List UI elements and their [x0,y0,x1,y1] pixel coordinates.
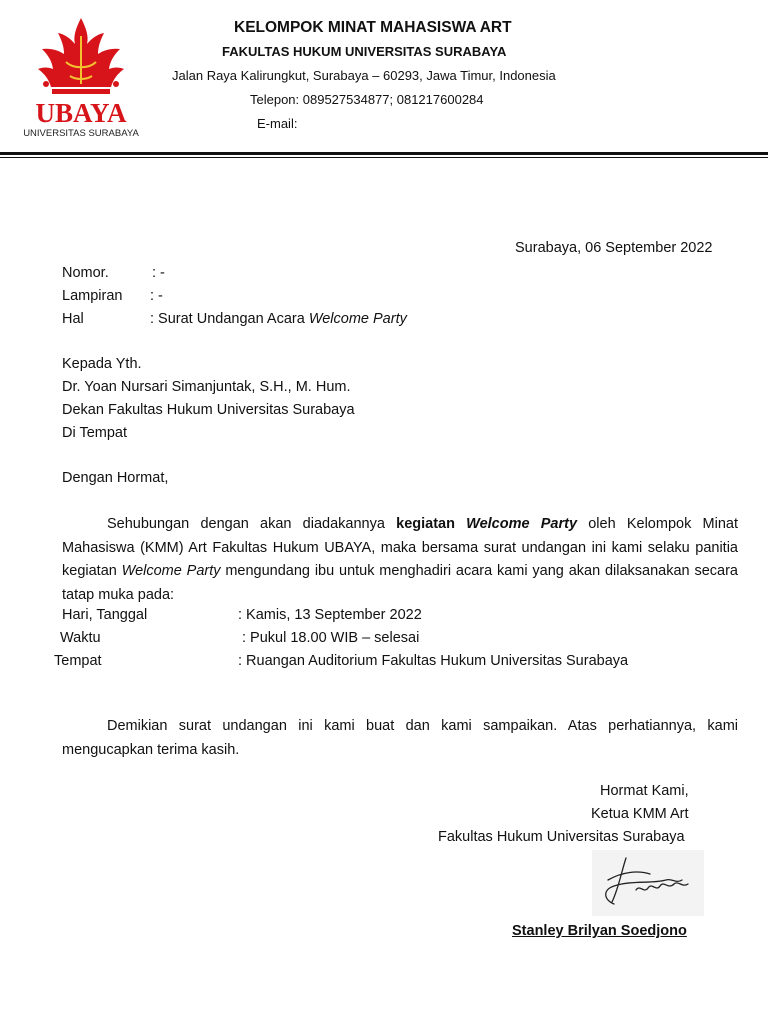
meta-value-lampiran: : - [150,288,163,304]
recipient-position: Dekan Fakultas Hukum Universitas Surabaya [62,402,355,418]
recipient-greeting: Kepada Yth. [62,356,142,372]
meta-label-nomor: Nomor. [62,265,109,281]
phone: Telepon: 089527534877; 081217600284 [250,92,484,107]
signer-name: Stanley Brilyan Soedjono [512,923,687,939]
event-value-time: : Pukul 18.00 WIB – selesai [242,630,420,646]
meta-value-nomor: : - [152,265,165,281]
ubaya-logo [18,14,144,142]
body-paragraph-1: Sehubungan dengan akan diadakannya kegiatan Welcome Party oleh Kelompok Minat Mahasiswa (KMM) Art Fakultas Hukum UBAYA, maka bersama surat undangan ini kami selaku panitia kegiatan Welcome Party mengundang ibu untuk menghadiri acara kami yang akan dilaksanakan secara tatap muka pada: [62,516,738,603]
meta-label-hal: Hal [62,311,84,327]
event-label-place: Tempat [54,653,102,669]
meta-label-lampiran: Lampiran [62,288,123,304]
address: Jalan Raya Kalirungkut, Surabaya – 60293, Jawa Timur, Indonesia [172,68,556,83]
closing-regards: Hormat Kami, [600,783,689,799]
header-rule-thin [0,157,768,158]
logo-wordmark: UBAYA [35,98,127,128]
salutation: Dengan Hormat, [62,470,169,486]
org-name: KELOMPOK MINAT MAHASISWA ART [234,19,512,36]
email-label: E-mail: [257,116,298,131]
closing-title: Ketua KMM Art [591,806,689,822]
event-value-date: : Kamis, 13 September 2022 [238,607,422,623]
faculty-name: FAKULTAS HUKUM UNIVERSITAS SURABAYA [222,44,507,59]
recipient-name: Dr. Yoan Nursari Simanjuntak, S.H., M. Hum. [62,379,351,395]
event-value-place: : Ruangan Auditorium Fakultas Hukum Universitas Surabaya [238,653,629,669]
body-paragraph-2: Demikian surat undangan ini kami buat dan kami sampaikan. Atas perhatiannya, kami mengucapkan terima kasih. [62,718,738,758]
header-rule-thick [0,152,768,155]
logo-subtitle: UNIVERSITAS SURABAYA [23,128,139,139]
event-label-time: Waktu [60,630,101,646]
date-line: Surabaya, 06 September 2022 [515,240,713,256]
closing-faculty: Fakultas Hukum Universitas Surabaya [438,829,685,845]
meta-value-hal: : Surat Undangan Acara Welcome Party [150,311,407,327]
event-label-date: Hari, Tanggal [62,607,148,623]
signature-image [592,850,704,916]
recipient-place: Di Tempat [62,425,128,441]
